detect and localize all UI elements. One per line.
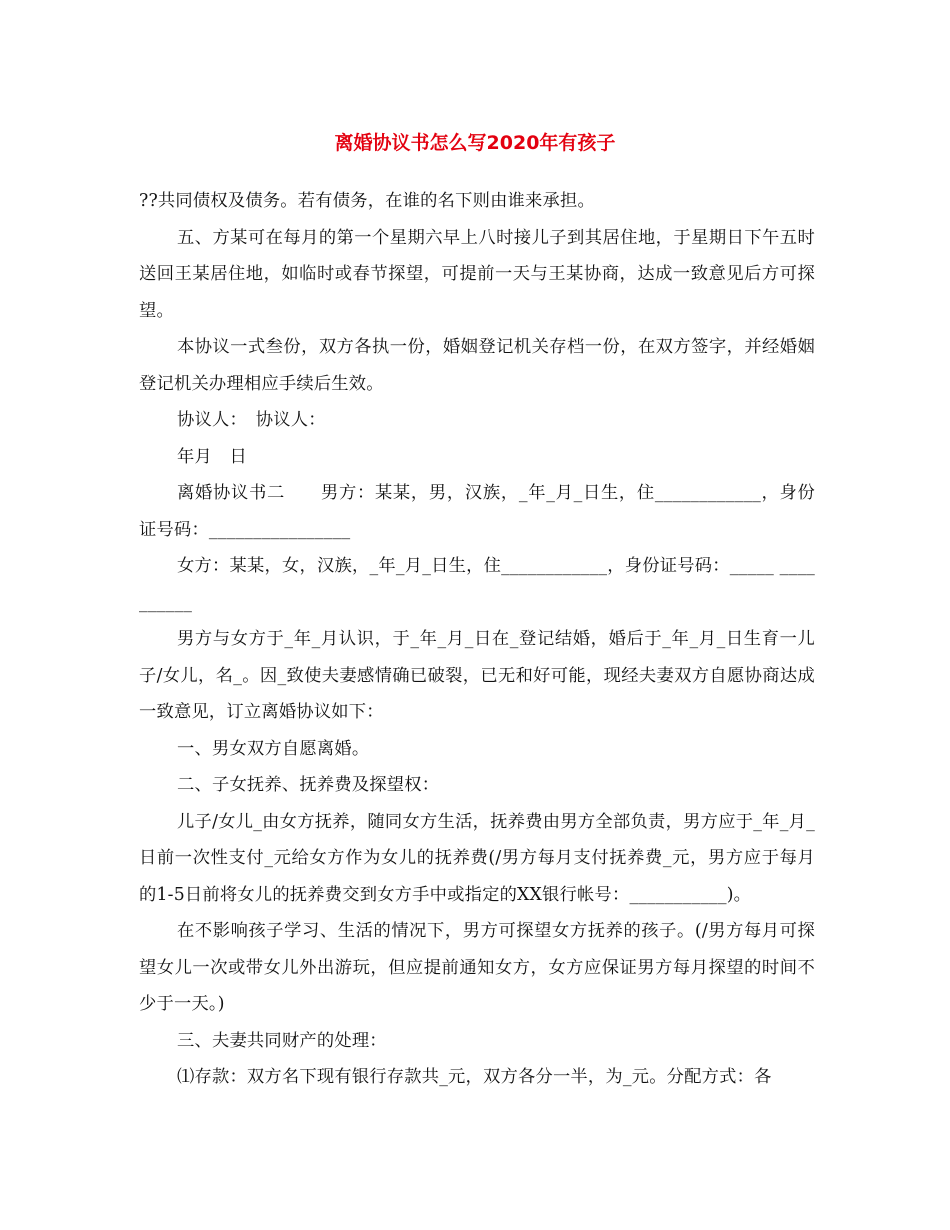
- paragraph: 在不影响孩子学习、生活的情况下，男方可探望女方抚养的孩子。(/男方每月可探望女儿一次或带女儿外出游玩，但应提前通知女方，女方应保证男方每月探望的时间不少于一天。): [139, 921, 815, 1014]
- document-body: [139, 183, 815, 1096]
- paragraph: 男方与女方于_年_月认识，于_年_月_日在_登记结婚，婚后于_年_月_日生育一儿子/女儿，名_。因_致使夫妻感情确已破裂，已无和好可能，现经夫妻双方自愿协商达成一致意见，订立离婚协议如下：: [139, 629, 815, 722]
- paragraph: 儿子/女儿_由女方抚养，随同女方生活，抚养费由男方全部负责，男方应于_年_月_日前一次性支付_元给女方作为女儿的抚养费(/男方每月支付抚养费_元，男方应于每月的1-5日前将女儿的抚养费交到女方手中或指定的XX银行帐号：___________)。: [139, 811, 815, 905]
- paragraph: ⑴存款：双方名下现有银行存款共_元，双方各分一半，为_元。分配方式：各: [177, 1067, 772, 1087]
- paragraph: 五、方某可在每月的第一个星期六早上八时接儿子到其居住地，于星期日下午五时送回王某居住地，如临时或春节探望，可提前一天与王某协商，达成一致意见后方可探望。: [139, 227, 815, 321]
- paragraph: 三、夫妻共同财产的处理：: [177, 1030, 387, 1051]
- document-title: 离婚协议书怎么写2020年有孩子: [334, 132, 616, 154]
- paragraph: 一、男女双方自愿离婚。: [177, 738, 370, 759]
- signature-line: 协议人： 协议人：: [177, 410, 326, 430]
- paragraph: ??共同债权及债务。若有债务，在谁的名下则由谁来承担。: [139, 191, 595, 211]
- paragraph: 女方：某某，女，汉族，_年_月_日生，住____________，身份证号码：_____ __________: [139, 556, 815, 613]
- date-line: 年月 日: [177, 446, 247, 467]
- paragraph: 二、子女抚养、抚养费及探望权：: [177, 775, 440, 795]
- paragraph: 本协议一式叁份，双方各执一份，婚姻登记机关存档一份，在双方签字，并经婚姻登记机关办理相应手续后生效。: [139, 337, 815, 394]
- paragraph: 离婚协议书二 男方：某某，男，汉族，_年_月_日生，住____________，身份证号码：________________: [139, 483, 815, 540]
